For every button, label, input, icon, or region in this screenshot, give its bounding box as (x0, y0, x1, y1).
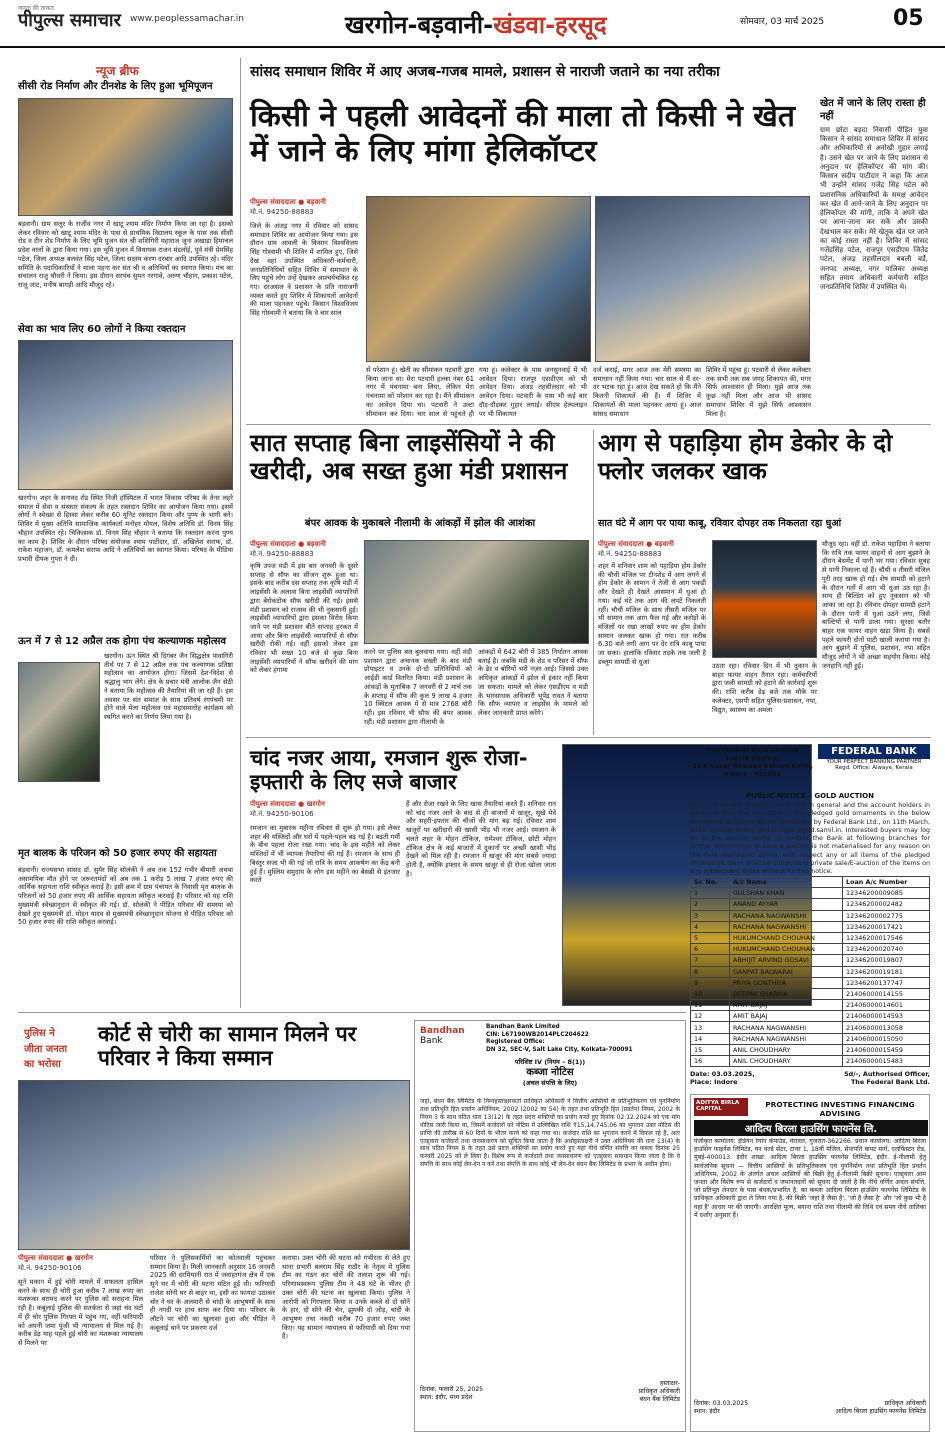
photo-police-honour (18, 1080, 410, 1250)
table-row: 13 RACHANA NAGWANSHI 21406000013058 (691, 1022, 930, 1033)
federal-date-place (690, 1070, 810, 1087)
aditya-place: स्थान: इंदौर (694, 1408, 720, 1416)
bandhan-logo-bank: Bank (420, 1036, 443, 1047)
ramzan-col-1: रमजान का मुबारक महीना रविवार से शुरू हो गया। इसे लेकर शहर की मस्जिदों और घरों में पहले-पहल बढ़ गई है। बढ़ती गर्मी के बीच पहला रोजा रखा गया। चांद के इस महीने को लेकर मस्जिदों में भी व्यापक तैयारियां की गई हैं। रमजान के साथ ही बिस्तुर सजा भी की गई जो रात्रि के समय आकर्षण का केंद्र बनी हुई हैं। मुस्लिम समुदाय के लोग इस महीने का बेसब्री से इंतजार करते (250, 824, 400, 885)
federal-name: The Federal Bank Limited (706, 746, 799, 754)
federal-logo (818, 744, 930, 771)
aditya-date: दिनांक: 03.03.2025 (694, 1400, 749, 1407)
brief-text-1: बड़वानी। ग्राम सलूर के राजीव नगर में खाटू श्याम मंदिर निर्माण किया जा रहा है। इसको लेकर रविवार को खाटू श्याम मंदिर के पास से प्राथमिक विद्यालय स्कूल के पास तक सीसी रोड व टीन शेड निर्माण के लिए भूमि पूजन संत श्री शशिगिरी महाराज जूना अखाड़ा हिमाचल प्रदेश वालों के द्वारा किया गया। इस भूमि पूजन में विधायक राजन मंडलोई, पूर्व मंत्री प्रेमसिंह पटेल, जिला अध्यक्ष बलवंत सिंह पटेल, जिला सदस्य करण दरबार आदि उपस्थित रहे। मंदिर समिति के पदाधिकारियों ने माला पहना कर संत श्री व अतिथियों का स्वागत किया। मंच का संचालन राजु चौधरी ने किया। इस दौरान सरपंच सुमन नरगावे, अरुण चौहान, प्रकाश पटेल, राजू जाट, मनीष बागड़ी आदि मौजूद रहे। (18, 220, 233, 289)
fire-col-3: मौजूद रहा। वहीं डॉ. राकेश पहाड़िया ने बताया कि रात्रि तक फायर वाहनों से आग बुझाने के दौरान बेसमेंट में पानी भर गया। रविवार सुबह से पानी निकाला रहे हैं। चौथी व तीसरी मंजिल पूरी तरह खाक हो गई। शेष सामग्री को हटाने के दौरान गतों में आग भी धुआं उठ रहा है। साथ ही बिल्डिंग को हुए नुकसान को भी आंका जा रहा है। रविवार दोपहर सामग्री हटाने के दौरान पानी में धुआं उठने लगा, जिसे बाल्टियों से पानी डाला गया। सुरक्षा बतौर बाहर एक फायर वाहन खड़ा किया है। सबसे पहले फायरी दोनों पाटी खाली कराया गया है। आग बुझाने में पुलिस, प्रशासन, नपा सहित मौजूद लोगों ने भी अच्छा सहयोग किया। कोई जनहानि नहीं हुई। (822, 540, 930, 670)
website-url[interactable]: www.peoplessamachar.in (130, 14, 244, 24)
mandi-phone: मो.नं. 94250-88883 (250, 550, 314, 558)
ramzan-headline: चांद नजर आया, रमजान शुरू रोजा-इफ्तारी के लिए सजे बाजार (250, 746, 528, 795)
lead-phone: मो.नं. 94250-88883 (250, 208, 314, 216)
col-sr: Sr. No. (691, 877, 730, 888)
court-col-3: कराया। उक्त चोरी की घटना को गंभीरता से लेते हुए थाना प्रभारी बलराम सिंह राठौर के नेतृत्व में पुलिस टीम का गठन कर चोरों की तलाश शुरू की गई। परिणामस्वरूप पुलिस टीम ने 48 घंटे के भीतर ही उक्त चोरी की घटना का खुलासा किया। पुलिस ने आरोपी को गिरफ्तार किया व उनके कब्जे से दो सोने के हार, दो सोने की चेन, झुमकी दो जोड़, चांदी के आभूषण तथा नकदी करीब 70 हजार रुपए जब्त किए। यह सामान न्यायालय से फरियादी को दिया गया है। (282, 1254, 410, 1341)
brief-text-2: खरगोन। शहर के सनावद रोड स्थित निजी हॉस्पिटल में भारत विकास परिषद के तेनर लहरे समाज में सेवा व संस्कार संकल्प के तहत रक्तदान शिविर का आयोजन किया गया। इसमें लोगों ने स्वेच्छा से हिस्सा लेकर करीब 60 यूनिट रक्तदान किया और पुण्य के भागी बने। शिविर में मुख्य अतिथि सामाजिक कार्यकर्ता मनोहर मोयल, विशेष अतिथि डॉ. विनय सिंह चौहान उपस्थित रहे। चिकित्सक डॉ. विनय सिंह चौहान ने बताया कि रक्तदान करना पुण्य का काम है। शिविर के दौरान परिषद संयोजक श्याम पाटीदार, डॉ. अखिलेश सराफ, डॉ. राकेश महाजन, डॉ. कमलेश सराफ आदि ने अतिथियों का स्वागत किया। परिषद के मीडिया प्रभारी दीपक गुप्ता ने दी। (18, 494, 233, 563)
table-row: 15 ANIL CHOUDHARY 21406000015459 (691, 1044, 930, 1055)
brief-headline-3: ऊन में 7 से 12 अप्रैल तक होगा पंच कल्याणक महोत्सव (18, 636, 227, 647)
fire-col-1: शहर में शनिवार शाम को पहाड़िया होम डेकोर की चौथी मंजिल पर टीनशेड में आग लगने से होम डेकोर के सामान ने तेजी से आग पकड़ी और देखते ही देखते आसमान में धुआं हो गया। कई घंटे तक आग की लपटें निकलती रहीं। चौथी मंजिल के साथ तीसरी मंजिल पर भी सामान तक आग फैल गई और करोड़ों के मंजिलों पर रखा लाखों रुपए का होम डेकोर सामान जलकर खाक हो गया। रात करीब 6.30 बजे लगी आग पर देर रात्रि काबू पाया जा सका। हालांकि रविवार तड़के तक जली है डब्लूम सामग्री से धुआं (598, 562, 706, 666)
section-title-b: खंडवा-हरसूद (493, 11, 607, 39)
table-row: 1 GULSHAN KHAN 12346200009085 (691, 888, 930, 899)
court-kicker (24, 1026, 86, 1073)
lead-col-2: से परेशान हूं। खेती का सीमांकन पटवारी द्वारा किया जाना था। मेरा पटवारी हल्का नंबर 61 नगर में पंचनामा बना लिया, लेकिन मेरा पंचनामा को परेशान कर रहा है। मैंने सीमांकन का आवेदन दिया था। पटवारी ने उल्टा सीमांकन कर दिया। चार साल से पहुंचते ही (366, 366, 474, 418)
aditya-signer-2: आदित्य बिरला हाउसिंग फायनेंस लिमिटेड (835, 1408, 926, 1416)
federal-notice-title: PUBLIC NOTICE – GOLD AUCTION (746, 792, 874, 800)
photo-fire-building (712, 540, 817, 658)
mandi-subheadline: बंपर आवक के मुकाबले नीलामी के आंकड़ों में झोल की आशंका (304, 518, 536, 529)
bandhan-title: कब्जा नोटिस (526, 1067, 574, 1079)
federal-signature (810, 1070, 930, 1087)
federal-brand: FEDERAL BANK (818, 744, 930, 759)
federal-sign-2: The Federal Bank Ltd. (850, 1078, 930, 1087)
court-headline: कोर्ट से चोरी का सामान मिलने पर परिवार ने किया सम्मान (98, 1022, 357, 1071)
section-divider (246, 424, 931, 425)
table-header (691, 877, 930, 888)
mandi-col-2: करने पर पुलिस बल बुलवाया गया। वहीं मंडी प्रशासन द्वारा अचानक सख्ती के बाद मंडी प्रोपाइटर व उनके दो-दो प्रतिनिधियों को आईडी कार्ड वितरित किया। मंडी प्रशासन के आंकड़ों के मुताबिक 7 जनवरी से 2 मार्च तक के सप्ताह में सौफ की कुल 9 लाख 4 हजार 10 क्विंटल आवक में से मात्र 2768 बोरी रही। इस रविवार भी सौफ की बंपर आवक रही। मंडी प्रशासन द्वारा नीलामी के (364, 648, 472, 726)
lead-col-3: गया हूं। कलेक्टर के पास जनसुनवाई में भी आवेदन दिया। राजपुर एसडीएम को भी आवेदन दिया। अंजड़ तहसीलदार को भी आवेदन दिया। पटवारी के पास भी कई बार दौड़-दौड़कर गुहार लगाई। सीएम हेल्पलाइन पर भी शिकायत (479, 366, 587, 418)
court-phone: मो.नं. 94250-90106 (18, 1264, 82, 1272)
federal-region: Indore Region, (726, 754, 779, 762)
photo-blood-donation (18, 340, 233, 490)
federal-date: Date: 03.03.2025, (690, 1070, 755, 1078)
bandhan-appendix: परिशिष्ट IV (नियम – 8(1)) (514, 1058, 586, 1066)
fire-headline: आग से पहाड़िया होम डेकोर के दो फ्लोर जलकर खाक (598, 429, 893, 485)
bandhan-signer-3: बंधन बैंक लिमिटेड (639, 1396, 680, 1404)
court-byline: पीपुल्स संवाददाता ● खरगोन (18, 1254, 93, 1262)
fire-phone: मो.नं. 94250-88883 (598, 550, 662, 558)
lead-col-4: दर्ज कराई, मगर आज तक मेरी समस्या का समाधान नहीं किया गया। चार साल से मैं दर-दर भटक रहा हूं। आज देख सकते हो कि मैंने कितनी शिकायतें की हैं। मैं शिविर में शिकायतों की माला पहनकर आया हूं। आज सांसद समाधान (593, 366, 701, 418)
table-row: 4 RACHANA NAGWANSHI 12346200017421 (691, 921, 930, 932)
table-row: 10 DEEPAK SHARMA 21406000014155 (691, 988, 930, 999)
bandhan-subtitle: (अचल संपत्ति के लिए) (522, 1079, 578, 1088)
lead-sidebar-headline: खेत में जाने के लिए रास्ता ही नहीं (820, 98, 926, 122)
lead-col-5: शिविर में पहुंचा हूं। पटवारी से लेकर कलेक्टर तक सभी तक सब जगह शिकायत की, मगर सिर्फ आश्वासन ही मिला। मुझे आज तक कुछ नहीं मिला और आज भी सांसद समाधान शिविर में मुझे सिर्फ आश्वासन मिला है। (706, 366, 811, 418)
aditya-tagline: PROTECTING INVESTING FINANCING ADVISING (765, 1100, 915, 1118)
lead-kicker: सांसद समाधान शिविर में आए अजब-गजब मामले, प्रशासन से नाराजी जताने का नया तरीका (250, 64, 720, 80)
table-row: 14 RACHANA NAGWANSHI 21406000015050 (691, 1033, 930, 1044)
court-kicker-line-2: जीता जनता (24, 1043, 68, 1055)
court-col-1: सूने मकान में हुई चोरी मामले में सफलता हासिल करने के साथ ही चोरी हुआ करीब 7 लाख रुपए का मशरूका बरामद करने पर पुलिस को सराहना मिल रही है। कबूलाई पुलिस की सतर्कता से जहां चंद घंटों में ही चोर पुलिस गिरफ्त में पहुंच गए, वहीं फरियादी को अपनी जमा पूंजी भी न्यायालय से मिल गई है। करीब डेढ़ माह पहले हुई चोरी का मशरूका न्यायालय से मिलने पर (18, 1278, 143, 1347)
court-kicker-line-1: पुलिस ने (24, 1028, 55, 1039)
federal-place: Place: Indore (690, 1078, 738, 1087)
federal-sign: Sd/-, Authorised Officer, (844, 1070, 930, 1078)
photo-bhoomipujan (18, 98, 233, 216)
section-divider (18, 1012, 686, 1013)
bandhan-signature (560, 1380, 680, 1404)
ramzan-col-2: हैं और रोजा रखने के लिए खास तैयारियां करते हैं। शनिवार रात को चांद नजर आने के बाद से ही बाजारों में खजूर, सूखे मेवे और सहरी-इफ्तार की चीजों की मांग बढ़ गई। रविवार शाम खजूरों पर खरीदारों की खासी भीड़ भी नजर आई। रमजान के चलते शहर के मोहन टॉकिज, रामेश्वर टॉकिज, छोटी मोहन टॉकिज क्षेत्र के कई बाजारों में दुकानों पर अच्छी खासी भीड़ देखने को मिल रही है। रमजान में खजूर की मांग सबसे ज्यादा होती है, क्योंकि इफ्तार के समय खजूर से ही रोजा खोला जाता है। (406, 800, 556, 878)
bandhan-place: स्थान: इंदौर, मध्य प्रदेश (420, 1394, 473, 1402)
mandi-headline: सात सप्ताह बिना लाइसेंसियों ने की खरीदी, अब सख्त हुआ मंडी प्रशासन (250, 429, 568, 485)
section-title-a: खरगोन-बड़वानी- (345, 11, 494, 39)
ramzan-phone: मो.नं. 94250-90106 (250, 810, 314, 818)
bandhan-regd: Registered Office: (486, 1039, 545, 1046)
brief-headline-4: मृत बालक के परिजन को 50 हजार रुपए की सहायता (18, 848, 217, 859)
mandi-byline: पीपुल्स संवाददाता ● बड़वानी (250, 540, 326, 548)
ramzan-byline: पीपुल्स संवाददाता ● खरगोन (250, 800, 325, 808)
aditya-body: पंजीकृत कार्यालय: इंडियन रेयान कंपाउंड, वेरावल, गुजरात-362266. प्रधान कार्यालय: आदित्य बिरला हाउसिंग फाइनेंस लिमिटेड, वन वर्ल्ड सेंटर, टावर 1, 18वीं मंजिल, सेनापति बापट मार्ग, एलफिंस्टन रोड, मुंबई-400013. इंदौर शाखा: आदित्य बिरला हाउसिंग फायनेंस लिमिटेड, इंदौर. ई-नीलामी हेतु सार्वजनिक सूचना — वित्तीय आस्तियों के प्रतिभूतिकरण एवं पुनर्निर्माण तथा प्रतिभूति हित प्रवर्तन अधिनियम, 2002 के अंतर्गत अचल आस्तियों की बिक्री हेतु ई-नीलामी बिक्री सूचना। एतद्द्वारा आम जनता और विशेष रूप से कर्जदारों व जमानतदारों को सूचना दी जाती है कि नीचे वर्णित अचल संपत्ति, जो प्रतिभूत लेनदार के पास बंधक/प्रभारित है, का कब्जा आदित्य बिरला हाउसिंग फायनेंस लिमिटेड के प्राधिकृत अधिकारी द्वारा ले लिया गया है, की बिक्री 'जहां है जैसा है', 'जो है जैसा है' और 'जो कुछ भी है वहां है' आधार पर की जाएगी। आरक्षित मूल्य, बयाना राशि तथा नीलामी की तिथि एवं समय नीचे तालिका में दर्शाए अनुसार हैं। (694, 1138, 926, 1219)
logo-tagline: जनता की ताकत (18, 5, 54, 12)
lead-col-1: जिले के अंजड़ नगर में रविवार को सांसद समाधान शिविर का आयोजन किया गया। इस दौरान ग्राम आवली के किसान विश्वविजय सिंह गोस्वामी भी शिविर में शामिल हुए, जिसे देख वहां उपस्थित अधिकारी-कर्मचारी, जनप्रतिनिधियों सहित शिविर में समाधान के लिए पहुंचे लोग उन्हें देखकर आश्चर्यचकित रह गए। दरअसल वे प्रशासन के प्रति नाराजगी व्यक्त करते हुए शिविर में शिकायतों आवेदनों की माला पहनकर पहुंचे। किसान विश्वविजय सिंह गोस्वामी ने बताया कि वे चार साल (250, 222, 358, 318)
federal-tagline: YOUR PERFECT BANKING PARTNER (826, 759, 922, 765)
table-row: 12 AMIT BAJAJ 21406000014593 (691, 1011, 930, 1022)
table-row: 3 RACHANA NAGWANSHI 12346200002775 (691, 910, 930, 921)
bandhan-logo (420, 1026, 482, 1047)
photo-garland-farmer (366, 196, 591, 362)
court-col-2: परिवार ने पुलिसकर्मियों का कोतवाली पहुंचकर सम्मान किया है। मिली जानकारी अनुसार 16 जनवरी 2025 की दरमियानी रात में जवाहरगंज क्षेत्र में एक सूने घर में चोरी की घटना घटित हुई थी। फरियादी राजेश सोनी घर से बाहर था, इसी का फायदा उठाकर चोर ने घर के अलमारी से चांदी के आभूषणों के साथ ही नगदी पर हाथ साफ कर दिया था। परिवार के लौटने पर चोरी का खुलासा हुआ और पीड़ित ने कबूलाई थाने पर प्रकरण दर्ज (150, 1254, 275, 1332)
fire-subheadline: सात घंटे में आग पर पाया काबू, रविवार दोपहर तक निकलता रहा धुआं (598, 518, 842, 529)
aditya-company-name: आदित्य बिरला हाउसिंग फायनेंस लि. (694, 1120, 928, 1136)
brief-text-3: खरगोन। ऊन स्थित श्री दिगंबर जैन सिद्धक्षेत्र पावागिरी तीर्थ पर 7 से 12 अप्रैल तक पंच कल्याणक प्रतिष्ठा महोत्सव का आयोजन होगा। जिसमें देश-विदेश से श्रद्धालु भाग लेंगे। क्षेत्र के प्रचार मंत्री आलोक जैन सेठी ने बताया कि महोत्सव की तैयारियां की जा रही हैं। इस अवसर पर संत समाज के साथ प्रतिवर्ष रंगपंचमी पर होने वाले मेला महोत्सव एवं महासमारोह कार्यक्रम को स्थगित करने का निर्णय लिया गया है। (104, 652, 233, 721)
table-row: 16 ANIL CHOUDHARY 21406000015483 (691, 1056, 930, 1067)
table-row: 7 ABHIJIT ARVIND GOSAVI 12346200019807 (691, 955, 930, 966)
bandhan-signer-2: प्राधिकृत अधिकारी (638, 1388, 680, 1396)
aditya-signer: प्राधिकृत अधिकारी (884, 1400, 926, 1407)
bandhan-date: दिनांक: फरवरी 25, 2025 (420, 1386, 484, 1393)
federal-city: Indore - 452001 (723, 770, 782, 778)
lead-headline: किसी ने पहली आवेदनों की माला तो किसी ने खेत में जाने के लिए मांगा हेलिकॉप्टर (250, 99, 795, 169)
section-title (345, 8, 607, 41)
lead-byline: पीपुल्स संवाददाता ● बड़वानी (250, 198, 326, 206)
table-row: 5 HUKUMCHAND CHOUHAN 12346200017546 (691, 932, 930, 943)
gold-auction-table (690, 876, 930, 1067)
column-divider (593, 430, 594, 735)
col-loan-number: Loan A/c Number (843, 877, 930, 888)
brief-text-4: बड़वानी। राज्यसभा सांसद डॉ. सुमेर सिंह सोलंकी ने अब तक 152 गंभीर बीमारी अथवा असामयिक मौत होने पर जरूरतमंदों को अब तक 1 करोड़ 5 लाख 7 हजार रुपए की आर्थिक सहायता राशि स्वीकृत कराई है। इसी क्रम में ग्राम पंचायत के निवासी मृत बालक के परिजनों को 50 हजार रुपए की आर्थिक सहायता स्वीकृत करवाई है। परिवार को यह राशि मुख्यमंत्री स्वेच्छानुदान से स्वीकृत की गई। डॉ. सोलंकी ने पीड़ित परिवार की समस्या को देखते हुए मुख्यमंत्री डॉ. मोहन यादव से मुख्यमंत्री स्वेच्छानुदान योजना से पीड़ित परिवार को 50 हजार रुपए की राशि स्वीकृत करवाई। (18, 866, 233, 927)
table-row: 9 PRIYA GONTHIYA 12346200137747 (691, 977, 930, 988)
bandhan-body: जहां, बंधन बैंक लिमिटेड के निम्नहस्ताक्षरकर्ता प्राधिकृत अधिकारी ने वित्तीय आस्तियों के प्रतिभूतिकरण एवं पुनर्निर्माण तथा प्रतिभूति हित प्रवर्तन अधिनियम, 2002 (2002 का 54) के तहत तथा प्रतिभूति हित (प्रवर्तन) नियम, 2002 के नियम 3 के साथ पठित धारा 13(12) के तहत प्रदत्त शक्तियों का प्रयोग करते हुए दिनांक 02.12.2024 को एक मांग नोटिस जारी किया था, जिसमें कर्जदारों को नोटिस में उल्लिखित राशि ₹15,14,745.06 का भुगतान उक्त नोटिस की प्राप्ति की तारीख से 60 दिनों के भीतर करने को कहा गया था। कर्जदार राशि का भुगतान करने में विफल रहे हैं, अतः एतद्द्वारा कर्जदारों तथा जनसाधारण को सूचित किया जाता है कि अधोहस्ताक्षरी ने उक्त अधिनियम की धारा 13(4) के साथ पठित नियम 8 के तहत उसे प्रदत्त शक्तियों का प्रयोग करते हुए यहां नीचे वर्णित संपत्ति का कब्जा दिनांक 25 फरवरी 2025 को ले लिया है। विशेष रूप से कर्जदारों तथा जनसाधारण को एतद्द्वारा सावधान किया जाता है कि वे संपत्ति के साथ कोई लेन-देन न करें तथा संपत्ति के साथ कोई भी लेन-देन बंधन बैंक लिमिटेड के प्रभार के अधीन होगा। (420, 1098, 680, 1169)
aditya-logo: ADITYA BIRLA CAPITAL (694, 1098, 748, 1116)
section-divider (246, 737, 931, 738)
table-row: 11 AMIT BAJAJ 21406000014601 (691, 1000, 930, 1011)
page-number: 05 (893, 6, 924, 31)
lead-sidebar-text: ग्राम छोटा बड़दा निवासी पीड़ित युवा किसान ने सांसद समाधान शिविर में सांसद और अधिकारियों से अनोखी गुहार लगाई है। उसने खेत पर जाने के लिए प्रशासन से अनुदान पर हेलिकॉप्टर की मांग की। किसान संदीप पाटीदार ने कहा कि आज भी उन्होंने सांसद गजेंद्र सिंह पटेल को प्रशासनिक अधिकारियों के समक्ष आवेदन कर खेत में आने-जाने के लिए अनुदान पर हेलिकॉप्टर की मांगी, ताकि वे अपने खेत पर आना-जाना कर सकें और उसकी देखभाल कर सकें। मेरे खेतूक खेत पर जाने का कोई रास्ता नहीं है। शिविर में सांसद गजेंद्रसिंह पटेल, राजपुर एसडीएम जितेंद्र पटेल, अंजड़ तहसीलदार बबली बर्डे, जनपद अध्यक्ष, नगर पालिका अध्यक्ष सहित तमाम अधिकारी कर्मचारी सहित जनप्रतिनिधि शिविर में उपस्थित थे। (820, 126, 928, 291)
court-kicker-line-3: का भरोसा (24, 1059, 61, 1070)
newspaper-logo: पीपुल्स समाचार (18, 10, 121, 31)
federal-notice-text: Notice is hereby given to the public in general and the account holders in particular that the e-auction of the pledged gold ornaments in the below mentioned accounts will be conducted by Federal Bank Ltd., on 11th March, 2025 through online portal https://gold.samil.in. Interested buyers may log on to the auction portal or contact the Bank at following branches for further information. In case e-auction is not materialised for any reason on the date mentioned above, with respect any or all items of the pledged ornaments, Bank shall be conducting private sale/E-auction of the items on any subsequent dates without further notice. (690, 802, 930, 874)
photo-mandi-crowd (364, 540, 589, 644)
mandi-col-1: कृषि उपज मंडी में इस बार जनवरी के दूसरे सप्ताह से सौफ का सीजन शुरू हुआ था। इसके बाद करीब दस सप्ताह तक कृषि मंडी में लाइसेंसी के अलावा बिना लाइसेंसी व्यापारियों द्वारा बेरोकटोक सौफ खरीदी की गई। इससे मंडी प्रशासन को राजस्व की भी नुकसानी हुई। लाइसेंसी व्यापारियों द्वारा इसका विरोध किया जाने पर मंडी प्रशासन बीते सप्ताह हरकत में आया और बिना लाइसेंसी व्यापारियों से सौफ खरीदी रोकी गई। वहीं इसको लेकर इस रविवार भी सख्त 10 बजे से कुछ बिना लाइसेंसी व्यापारियों ने सौफ खरीदने की मांग को लेकर हंगामा (250, 562, 358, 675)
bandhan-signer: हस्ताक्षर- (659, 1380, 680, 1387)
brief-headline-2: सेवा का भाव लिए 60 लोगों ने किया रक्तदान (18, 324, 186, 335)
federal-address-block (690, 746, 815, 778)
federal-address: 21/6 Sakar Bhawan Ratlam Kothi, (692, 762, 813, 770)
col-account-name: A/c Name (729, 877, 842, 888)
table-row: 6 HUKUMCHAND CHOUHAN 12346200020740 (691, 944, 930, 955)
bandhan-logo-word: Bandhan (420, 1026, 465, 1036)
bandhan-address: DN 32, SEC-V, Salt Lake City, Kolkata-700091 (486, 1046, 633, 1053)
brief-headline-1: सीसी रोड निर्माण और टीनशेड के लिए हुआ भूमिपूजन (18, 81, 213, 92)
table-row: 2 ANAND AYYAR 12346200002482 (691, 899, 930, 910)
photo-helicopter-farmer (595, 196, 810, 362)
bandhan-date-place (420, 1386, 540, 1402)
photo-jain-idol (18, 662, 100, 782)
federal-regd: Regd. Office: Alwaye, Kerala (835, 765, 913, 771)
fire-byline: पीपुल्स संवाददाता ● बड़वानी (598, 540, 674, 548)
news-brief-tag: न्यूज ब्रीफ (96, 64, 139, 78)
table-row: 8 GANPAT BALWARAI 12346200019181 (691, 966, 930, 977)
mandi-col-3: आंकड़ों में 642 बोरी में 385 निर्यातन आवक बताई है। जबकि मंडी के शेड व परिसर में सौफ के ढेर व बोरियों भरी नज़र आई। जिससे उक्त अधिकृत आंकड़ों में झोल से इंकार नहीं किया जा सकता। मामले को लेकर एसडीएम व मंडी के भारसाधक अधिकारी भूपेंद्र रावत ने बताया कि सौफ व्यापार व लाइसेंस के मामले को लेकर जानकारी प्राप्त करेंगे। (478, 648, 588, 717)
issue-date: सोमवार, 03 मार्च 2025 (740, 17, 825, 27)
bandhan-title-block (420, 1058, 680, 1088)
aditya-signature (790, 1400, 926, 1416)
aditya-date-place (694, 1400, 804, 1416)
fire-col-2: उठता रहा। रविवार दिन में भी दुकान के बाहर फायर वाहन तैनात रहा। कर्मचारियों द्वारा जली सामग्री को हटाने की कार्रवाई शुरू की। राशि करीब डेढ़ बजे तक मौके पर कलेक्टर, एसपी सहित पुलिस-प्रशासन, नपा, विद्युत, स्वास्थ्य का अमला (712, 662, 817, 714)
column-divider (240, 58, 241, 1008)
bandhan-header (486, 1024, 682, 1054)
bandhan-cin: CIN: L67190WB2014PLC204622 (486, 1031, 589, 1038)
bandhan-name: Bandhan Bank Limited (486, 1024, 560, 1030)
